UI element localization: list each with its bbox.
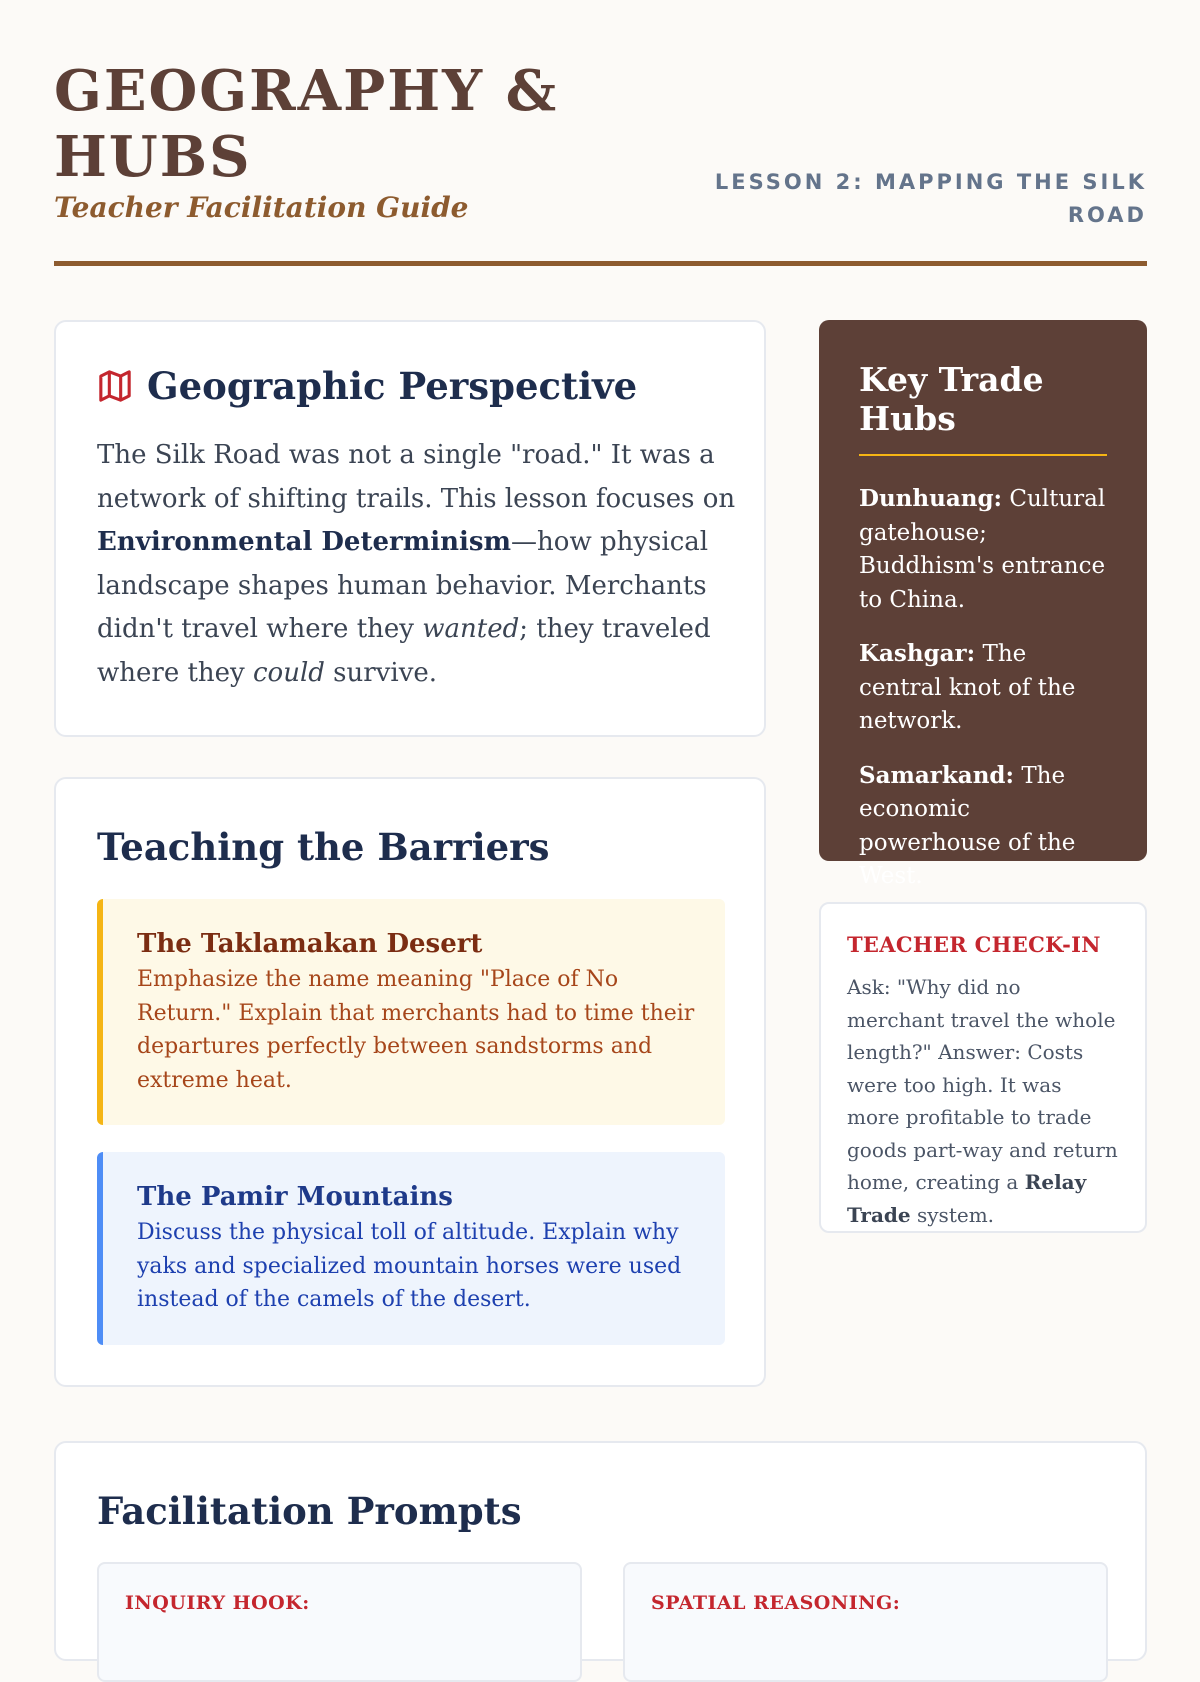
pamir-mountains-title: The Pamir Mountains bbox=[137, 1182, 453, 1212]
pamir-mountains-callout bbox=[97, 1152, 725, 1345]
teaching-barriers-heading: Teaching the Barriers bbox=[97, 825, 550, 869]
taklamakan-desert-body: Emphasize the name meaning "Place of No Return." Explain that merchants had to time their departures perfectly between sandstorms and extreme heat. bbox=[137, 967, 695, 1093]
key-trade-hubs-heading: Key Trade Hubs bbox=[859, 360, 1107, 456]
map-icon bbox=[97, 369, 133, 403]
lesson-label: LESSON 2: MAPPING THE SILK ROAD bbox=[714, 170, 1147, 227]
taklamakan-desert-callout bbox=[97, 899, 725, 1125]
geographic-perspective-header bbox=[97, 364, 637, 408]
hub-samarkand: Samarkand: The economic powerhouse of the West. bbox=[859, 761, 1076, 889]
teacher-checkin-text: Ask: "Why did no merchant travel the whole length?" Answer: Costs were too high. It was more profitable to trade goods part-way and return home, creating a Relay Trade system. bbox=[847, 975, 1118, 1227]
hub-dunhuang: Dunhuang: Cultural gatehouse; Buddhism's entrance to China. bbox=[859, 485, 1106, 613]
geographic-perspective-text: The Silk Road was not a single "road." It was a network of shifting trails. This lesson focuses on Environmental Determinism—how physical landscape shapes human behavior. Merchants didn't travel where they wanted; they traveled where they could survive. bbox=[97, 440, 736, 688]
pamir-mountains-body: Discuss the physical toll of altitude. Explain why yaks and specialized mountain horses were used instead of the camels of the desert. bbox=[137, 1220, 682, 1312]
teaching-barriers-card bbox=[54, 777, 766, 1387]
page-subtitle: Teacher Facilitation Guide bbox=[54, 191, 469, 224]
geographic-perspective-heading: Geographic Perspective bbox=[147, 364, 638, 408]
key-trade-hubs-panel bbox=[819, 320, 1147, 889]
inquiry-hook-prompt bbox=[97, 1562, 582, 1682]
hub-kashgar: Kashgar: The central knot of the network. bbox=[859, 640, 1076, 734]
geographic-perspective-card bbox=[54, 320, 766, 737]
teacher-checkin-card bbox=[819, 902, 1147, 1233]
spatial-reasoning-prompt bbox=[623, 1562, 1108, 1682]
page-header bbox=[54, 58, 1147, 268]
facilitation-prompts-heading: Facilitation Prompts bbox=[97, 1489, 522, 1533]
header-divider bbox=[54, 261, 1147, 266]
taklamakan-desert-title: The Taklamakan Desert bbox=[137, 929, 483, 959]
teacher-checkin-label: TEACHER CHECK-IN bbox=[847, 932, 1101, 957]
inquiry-hook-label: INQUIRY HOOK: bbox=[125, 1592, 310, 1614]
page-title: GEOGRAPHY & HUBS bbox=[54, 58, 559, 190]
spatial-reasoning-label: SPATIAL REASONING: bbox=[651, 1592, 901, 1614]
environmental-determinism-term: Environmental Determinism bbox=[97, 527, 512, 557]
relay-trade-term: Relay Trade bbox=[847, 1170, 1087, 1227]
facilitation-prompts-card bbox=[54, 1441, 1147, 1661]
